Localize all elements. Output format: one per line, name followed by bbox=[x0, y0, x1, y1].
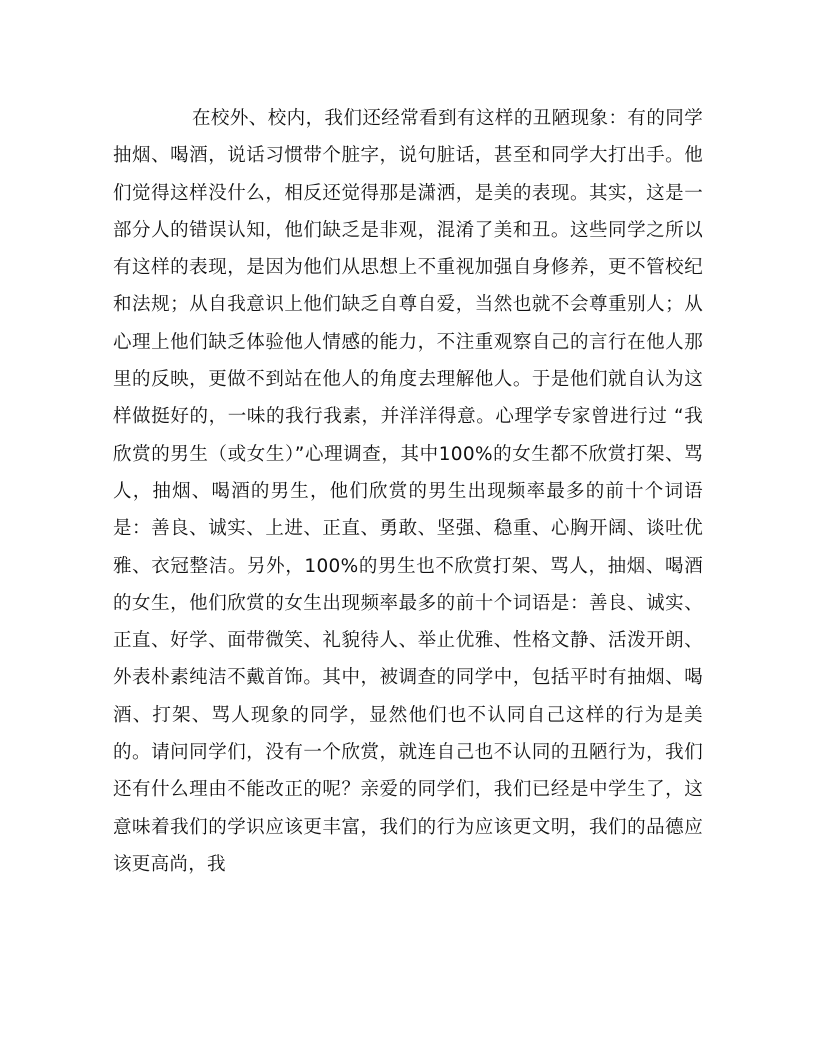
body-paragraph: 在校外、校内，我们还经常看到有这样的丑陋现象：有的同学抽烟、喝酒，说话习惯带个脏字，说句脏话，甚至和同学大打出手。他们觉得这样没什么，相反还觉得那是潇洒，是美的表现。其实，这是一部分人的错误认知，他们缺乏是非观，混淆了美和丑。这些同学之所以有这样的表现，是因为他们从思想上不重视加强自身修养，更不管校纪和法规；从自我意识上他们缺乏自尊自爱，当然也就不会尊重别人；从心理上他们缺乏体验他人情感的能力，不注重观察自己的言行在他人那里的反映，更做不到站在他人的角度去理解他人。于是他们就自认为这样做挺好的，一味的我行我素，并洋洋得意。心理学专家曾进行过 “我欣赏的男生（或女生）”心理调查，其中100%的女生都不欣赏打架、骂人，抽烟、喝酒的男生，他们欣赏的男生出现频率最多的前十个词语是：善良、诚实、上进、正直、勇敢、坚强、稳重、心胸开阔、谈吐优雅、衣冠整洁。另外，100%的男生也不欣赏打架、骂人，抽烟、喝酒的女生，他们欣赏的女生出现频率最多的前十个词语是：善良、诚实、正直、好学、面带微笑、礼貌待人、举止优雅、性格文静、活泼开朗、外表朴素纯洁不戴首饰。其中，被调查的同学中，包括平时有抽烟、喝酒、打架、骂人现象的同学，显然他们也不认同自己这样的行为是美的。请问同学们，没有一个欣赏，就连自己也不认同的丑陋行为，我们还有什么理由不能改正的呢？亲爱的同学们，我们已经是中学生了，这意味着我们的学识应该更丰富，我们的行为应该更文明，我们的品德应该更高尚，我 bbox=[113, 108, 703, 875]
